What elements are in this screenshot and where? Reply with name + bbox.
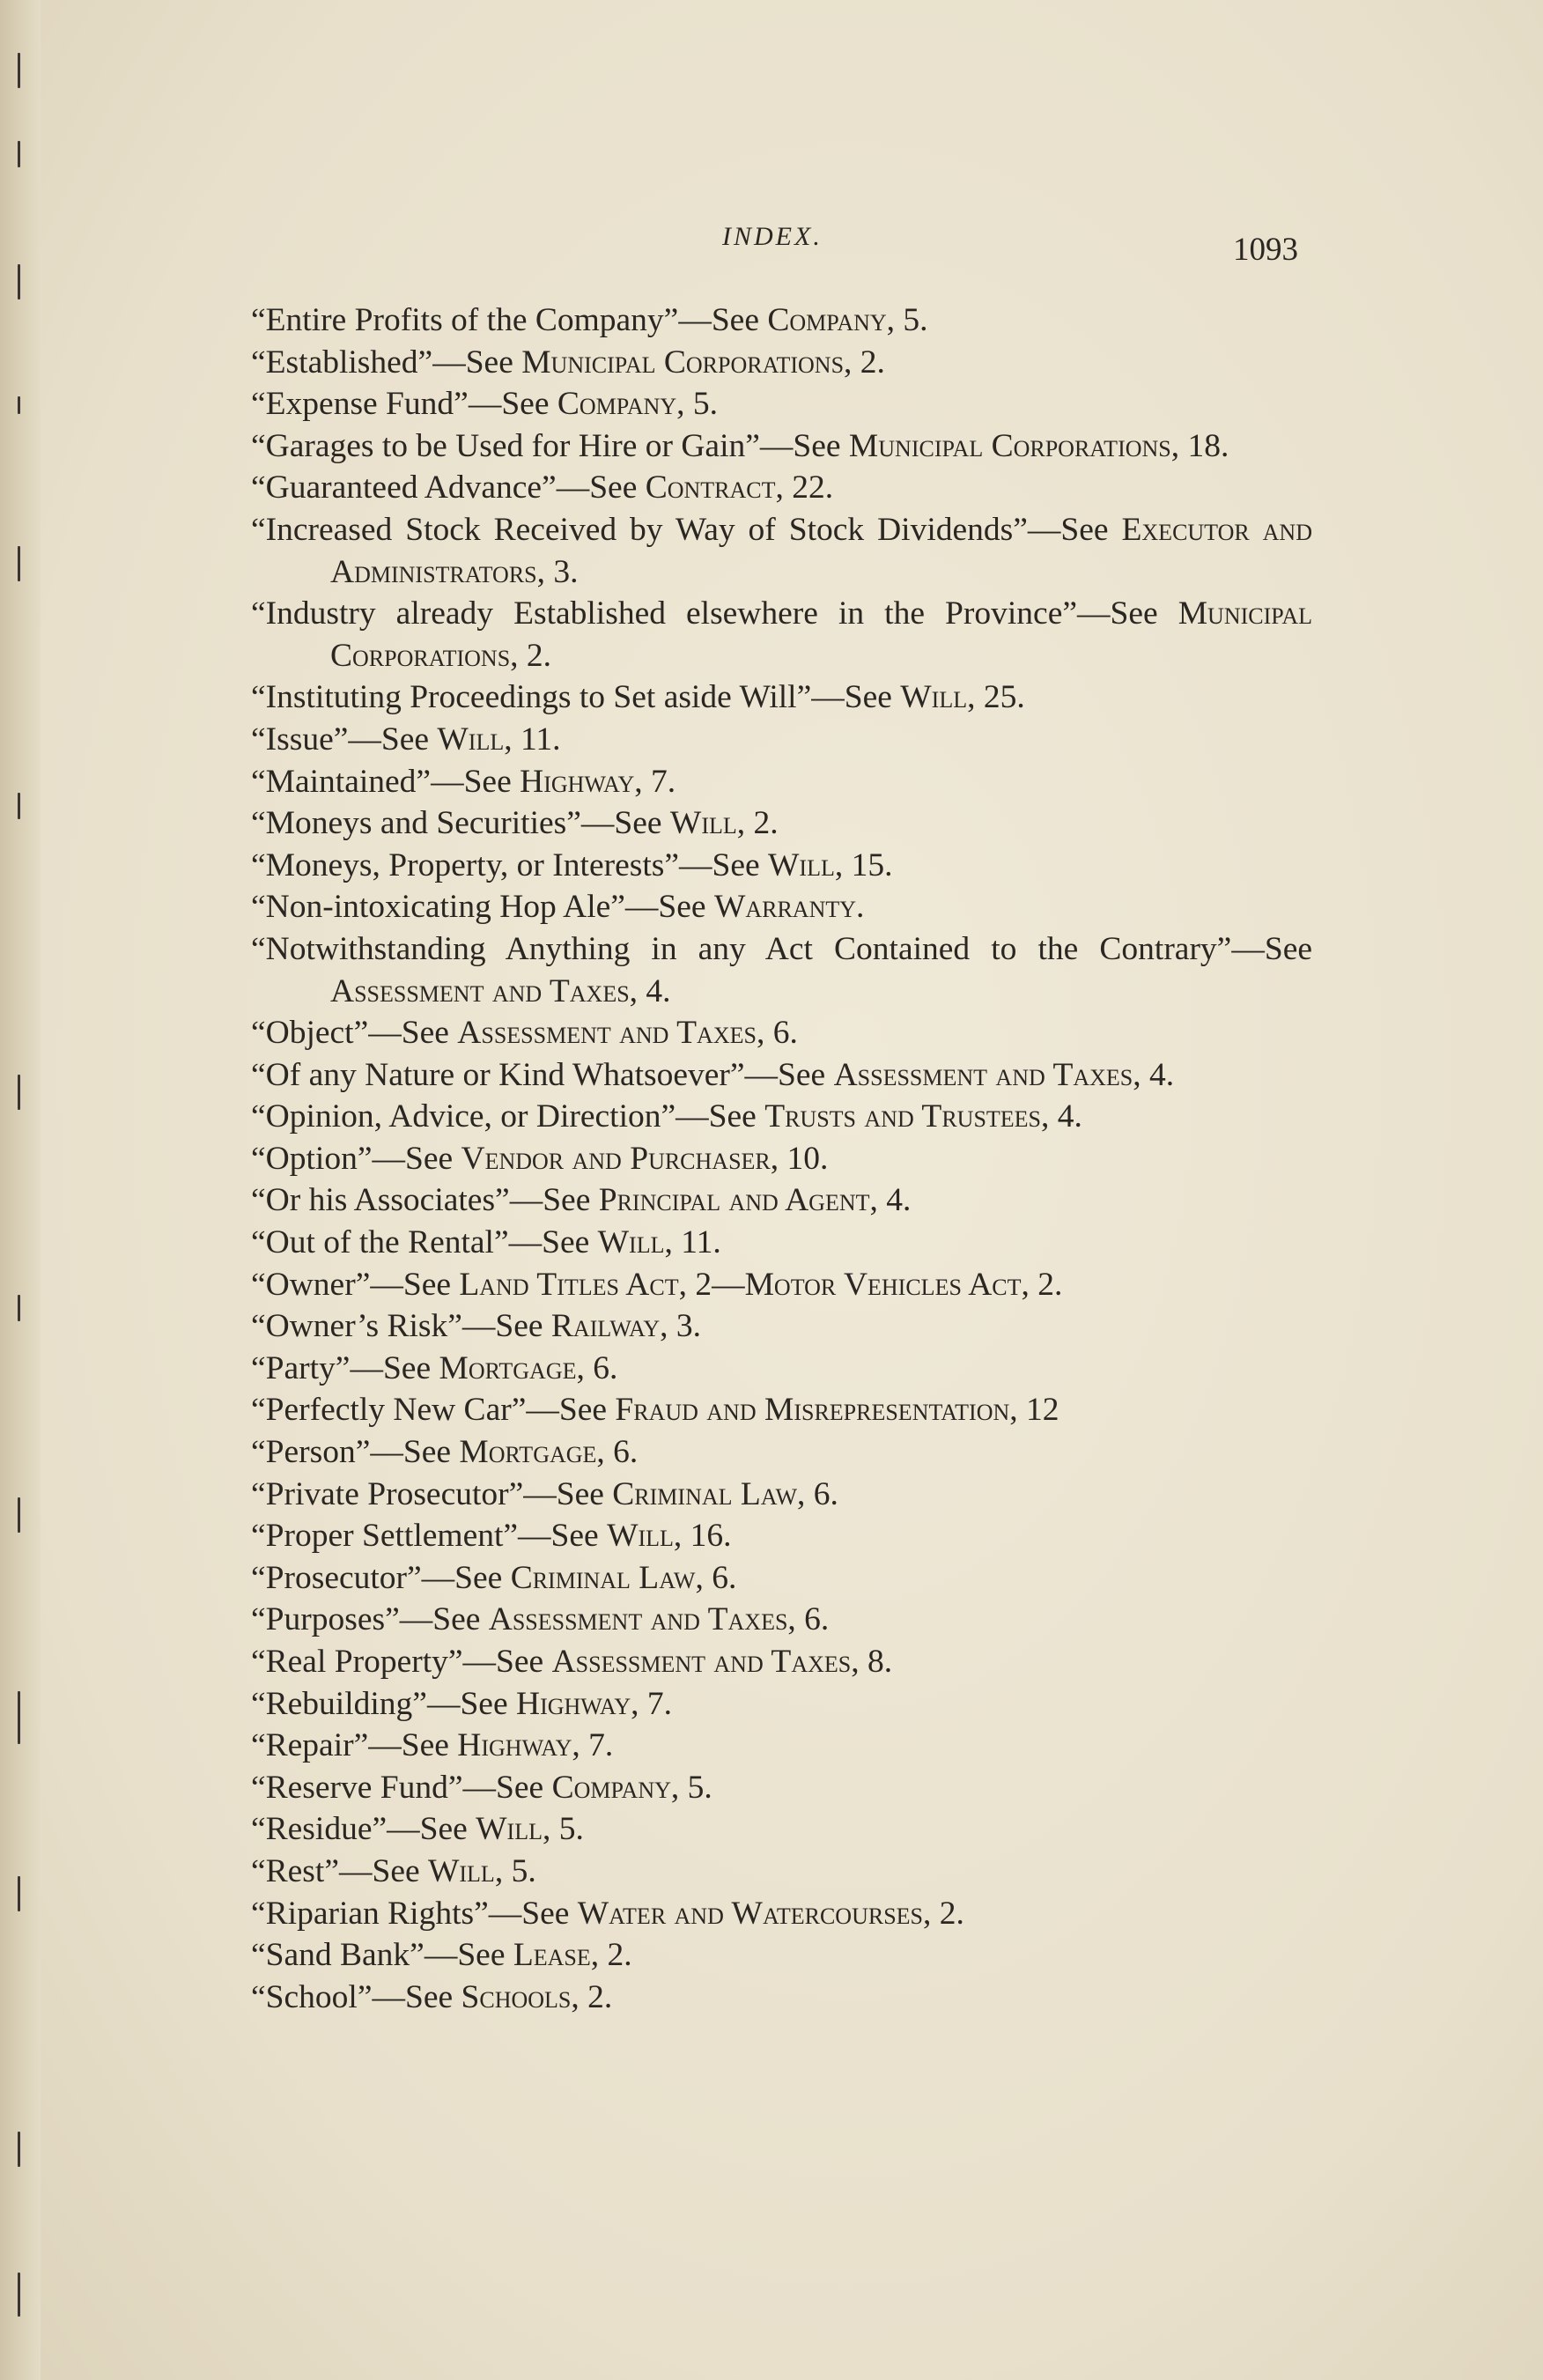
index-entry [251, 383, 1312, 425]
binding-stitch [18, 2132, 20, 2167]
entry-term: “Owner” [251, 1266, 371, 1303]
index-entry [251, 342, 1312, 384]
entry-reference: Railway [550, 1308, 661, 1345]
entry-term: “Reserve Fund” [251, 1769, 463, 1806]
entry-reference: Contract [645, 469, 776, 506]
entry-see: —See [387, 1811, 476, 1848]
entry-term: “Moneys, Property, or Interests” [251, 846, 679, 883]
index-entry [251, 299, 1312, 342]
entry-tail: , 4. [869, 1182, 912, 1219]
index-entry [251, 1054, 1312, 1097]
entry-term: “Expense Fund” [251, 386, 469, 423]
index-entry [251, 761, 1312, 803]
entry-tail: , 2. [736, 805, 779, 842]
entry-term: “Object” [251, 1015, 369, 1052]
entry-reference: Principal and Agent [598, 1182, 870, 1219]
entry-reference: Water and Watercourses [577, 1895, 923, 1932]
entry-reference: Will [669, 805, 737, 842]
entry-reference: Assessment and Taxes [551, 1644, 852, 1680]
entry-reference: Schools [461, 1978, 572, 2015]
entry-see: —See [338, 1852, 428, 1889]
entry-see: —See [432, 344, 522, 381]
entry-see: —See [372, 1140, 461, 1177]
index-entry [251, 1305, 1312, 1348]
entry-tail: , 4. [1133, 1056, 1175, 1093]
entry-see: —See [523, 1475, 613, 1512]
binding-stitch [18, 1295, 20, 1321]
entry-see: —See [424, 1937, 513, 1974]
entry-reference: Lease [513, 1937, 591, 1974]
entry-term: “Sand Bank” [251, 1937, 425, 1974]
entry-reference: Land Titles Act [459, 1266, 679, 1303]
entry-term: “Owner’s Risk” [251, 1308, 462, 1345]
entry-tail: , 5. [676, 386, 719, 423]
entry-see: —See [431, 763, 520, 800]
index-entry [251, 1934, 1312, 1977]
index-entry [251, 1012, 1312, 1054]
index-entry [251, 509, 1312, 593]
index-entry [251, 886, 1312, 928]
binding-edge [0, 0, 41, 2380]
entry-tail: , 10. [770, 1140, 829, 1177]
entry-tail: , 5. [670, 1769, 712, 1806]
entry-see: —See [678, 302, 768, 338]
entry-tail: , 6. [596, 1434, 639, 1471]
entry-see: —See [508, 1224, 598, 1261]
entry-term: “Rest” [251, 1852, 339, 1889]
entry-term: “Issue” [251, 721, 349, 758]
index-entry [251, 928, 1312, 1012]
index-entry [251, 1683, 1312, 1726]
entry-see: —See [368, 1727, 458, 1764]
entry-reference: Warranty [713, 889, 857, 926]
binding-stitch [18, 546, 20, 581]
entry-reference: Fraud and Misrepresentation [615, 1392, 1010, 1429]
entry-term: “Industry already Established elsewhere in the Province” [251, 595, 1077, 632]
entry-term: “Guaranteed Advance” [251, 469, 557, 506]
entry-see: —See [759, 427, 849, 464]
entry-term: “Purposes” [251, 1601, 400, 1638]
entry-term: “Riparian Rights” [251, 1895, 489, 1932]
entry-term: “Maintained” [251, 763, 432, 800]
index-entry [251, 802, 1312, 845]
entry-term: “Instituting Proceedings to Set aside Will” [251, 679, 812, 716]
entry-reference: Assessment and Taxes [330, 972, 630, 1009]
entry-reference: Vendor and Purchaser [461, 1140, 771, 1177]
entry-reference: Will [900, 679, 968, 716]
entry-term: “Prosecutor” [251, 1559, 422, 1596]
entry-see: —See [370, 1434, 460, 1471]
entry-tail: , 12 [1009, 1392, 1059, 1429]
entry-see: —See [518, 1518, 608, 1555]
entry-see: —See [399, 1601, 489, 1638]
entry-tail: , 18. [1170, 427, 1229, 464]
entry-reference: Motor Vehicles Act [744, 1266, 1022, 1303]
entry-tail: , 6. [576, 1349, 618, 1386]
entry-tail: , 8. [851, 1644, 893, 1680]
entry-see: —See [348, 721, 438, 758]
index-entry [251, 1179, 1312, 1222]
entry-reference: Will [437, 721, 505, 758]
entry-see: —See [368, 1015, 458, 1052]
index-entry [251, 1222, 1312, 1264]
entry-tail: , 3. [660, 1308, 702, 1345]
binding-stitch [18, 2273, 20, 2317]
index-entry [251, 593, 1312, 676]
entry-tail: , 2. [510, 637, 552, 674]
index-entry [251, 845, 1312, 887]
entry-reference: Municipal Corporations [848, 427, 1171, 464]
entry-see: —See [624, 889, 714, 926]
binding-stitch [18, 1497, 20, 1533]
entry-tail: , 7. [631, 1685, 672, 1722]
entry-see: —See [580, 805, 670, 842]
index-entry [251, 1977, 1312, 2019]
entry-reference: Will [476, 1811, 543, 1848]
entry-reference: Will [607, 1518, 674, 1555]
entry-term: “Opinion, Advice, or Direction” [251, 1098, 676, 1135]
binding-stitch [18, 1691, 20, 1744]
entry-tail: , 2. [923, 1895, 964, 1932]
entry-term: “Or his Associates” [251, 1182, 510, 1219]
entry-see: —See [509, 1182, 599, 1219]
entry-see: —See [678, 846, 769, 883]
entry-reference: Assessment and Taxes [488, 1601, 788, 1638]
entry-tail: , 4. [1041, 1098, 1082, 1135]
entry-tail: , 7. [572, 1727, 614, 1764]
index-entry [251, 1599, 1312, 1641]
entry-tail: , 22. [775, 469, 834, 506]
entry-see: —See [426, 1685, 516, 1722]
entry-tail: , 2. [844, 344, 885, 381]
index-entry [251, 1474, 1312, 1516]
entry-see: —See [372, 1978, 461, 2015]
entry-reference: Criminal Law [612, 1475, 798, 1512]
entry-term: “Of any Nature or Kind Whatsoever” [251, 1056, 745, 1093]
binding-stitch [18, 396, 20, 414]
entry-reference: Company [551, 1769, 671, 1806]
entry-see: —See [744, 1056, 834, 1093]
entry-term: “Repair” [251, 1727, 369, 1764]
index-entry [251, 1725, 1312, 1767]
index-entry [251, 1767, 1312, 1809]
index-entry [251, 1348, 1312, 1390]
entry-see: —See [676, 1098, 765, 1135]
index-entry [251, 1264, 1312, 1306]
entry-reference: Company [767, 302, 887, 338]
entry-tail: , 16. [673, 1518, 732, 1555]
entry-see: —See [526, 1392, 616, 1429]
entry-reference: Highway [515, 1685, 631, 1722]
entry-term: “Option” [251, 1140, 373, 1177]
index-entry [251, 1641, 1312, 1683]
entry-term: “Non-intoxicating Hop Ale” [251, 889, 625, 926]
entry-see: —See [461, 1308, 551, 1345]
index-entry [251, 1851, 1312, 1893]
binding-stitch [18, 1876, 20, 1911]
entry-see: —See [1077, 595, 1178, 632]
binding-stitch [18, 53, 20, 88]
entry-reference: Will [768, 846, 835, 883]
entry-see: —See [370, 1266, 460, 1303]
entry-term: “Garages to be Used for Hire or Gain” [251, 427, 760, 464]
entry-term: “Entire Profits of the Company” [251, 302, 679, 338]
entry-term: “Private Prosecutor” [251, 1475, 524, 1512]
entry-term: “Increased Stock Received by Way of Stock Dividends” [251, 511, 1028, 548]
entry-tail: , 25. [967, 679, 1025, 716]
entry-tail: , 15. [834, 846, 893, 883]
entry-reference: Mortgage [459, 1434, 597, 1471]
index-entry [251, 676, 1312, 719]
index-entry [251, 1096, 1312, 1138]
entry-reference: Mortgage [439, 1349, 577, 1386]
entry-term: “Party” [251, 1349, 351, 1386]
entry-tail: . [856, 889, 865, 926]
page-number: 1093 [1233, 232, 1298, 268]
entry-tail: , 2. [590, 1937, 632, 1974]
index-entry [251, 425, 1312, 468]
binding-stitch [18, 793, 20, 819]
entry-tail: , 4. [629, 972, 671, 1009]
page-header [0, 222, 1543, 275]
entry-term: “Notwithstanding Anything in any Act Contained to the Contrary” [251, 930, 1232, 967]
entry-reference: Criminal Law [510, 1559, 696, 1596]
entry-reference: Assessment and Taxes [833, 1056, 1133, 1093]
index-entry [251, 1389, 1312, 1431]
entry-see: —See [488, 1895, 578, 1932]
entry-reference: Trusts and Trustees [764, 1098, 1042, 1135]
entry-reference: Will [597, 1224, 665, 1261]
entry-see: —See [462, 1769, 552, 1806]
entry-see: —See [1231, 930, 1312, 967]
index-entry [251, 1557, 1312, 1600]
entry-reference: Municipal Corporations [521, 344, 845, 381]
entry-term: “Person” [251, 1434, 371, 1471]
entry-term: “Rebuilding” [251, 1685, 427, 1722]
entry-see: —See [421, 1559, 511, 1596]
entry-term: “Real Property” [251, 1644, 463, 1680]
index-entry [251, 719, 1312, 761]
entry-see: —See [811, 679, 901, 716]
entry-reference: Highway [520, 763, 635, 800]
index-entry [251, 1138, 1312, 1180]
entry-tail: , 11. [664, 1224, 721, 1261]
entry-see: —See [556, 469, 646, 506]
entry-reference: Executor and Administrators [330, 511, 1312, 590]
entry-term: “Proper Settlement” [251, 1518, 519, 1555]
entry-tail: , 2. [1021, 1266, 1063, 1303]
entry-term: “School” [251, 1978, 373, 2015]
entry-term: “Out of the Rental” [251, 1224, 509, 1261]
entry-term: “Residue” [251, 1811, 388, 1848]
entry-reference: Company [557, 386, 677, 423]
entry-tail: , 5. [886, 302, 928, 338]
binding-stitch [18, 1075, 20, 1110]
entry-reference: Municipal Corporations [330, 595, 1312, 674]
index-entry [251, 1515, 1312, 1557]
entry-tail: , 11. [504, 721, 561, 758]
entry-tail: , 5. [494, 1852, 536, 1889]
entry-see: —See [468, 386, 557, 423]
entry-reference: Will [428, 1852, 495, 1889]
entry-tail: , 2— [678, 1266, 745, 1303]
entry-term: “Moneys and Securities” [251, 805, 581, 842]
entry-tail: , 6. [695, 1559, 737, 1596]
entry-tail: , 5. [542, 1811, 584, 1848]
entry-term: “Established” [251, 344, 433, 381]
running-head: INDEX. [722, 222, 823, 251]
entry-tail: , 6. [756, 1015, 798, 1052]
index-entry [251, 1808, 1312, 1851]
entry-see: —See [1027, 511, 1122, 548]
index-entry [251, 1893, 1312, 1935]
entry-reference: Highway [457, 1727, 572, 1764]
index-entry [251, 467, 1312, 509]
entry-tail: , 3. [536, 553, 579, 590]
entry-tail: , 2. [571, 1978, 613, 2015]
entry-term: “Perfectly New Car” [251, 1392, 527, 1429]
index-entries [251, 299, 1312, 2018]
entry-tail: , 6. [797, 1475, 838, 1512]
entry-tail: , 6. [787, 1601, 830, 1638]
entry-see: —See [350, 1349, 439, 1386]
entry-tail: , 7. [634, 763, 676, 800]
index-entry [251, 1431, 1312, 1474]
entry-see: —See [462, 1644, 552, 1680]
entry-reference: Assessment and Taxes [457, 1015, 757, 1052]
binding-stitch [18, 141, 20, 167]
